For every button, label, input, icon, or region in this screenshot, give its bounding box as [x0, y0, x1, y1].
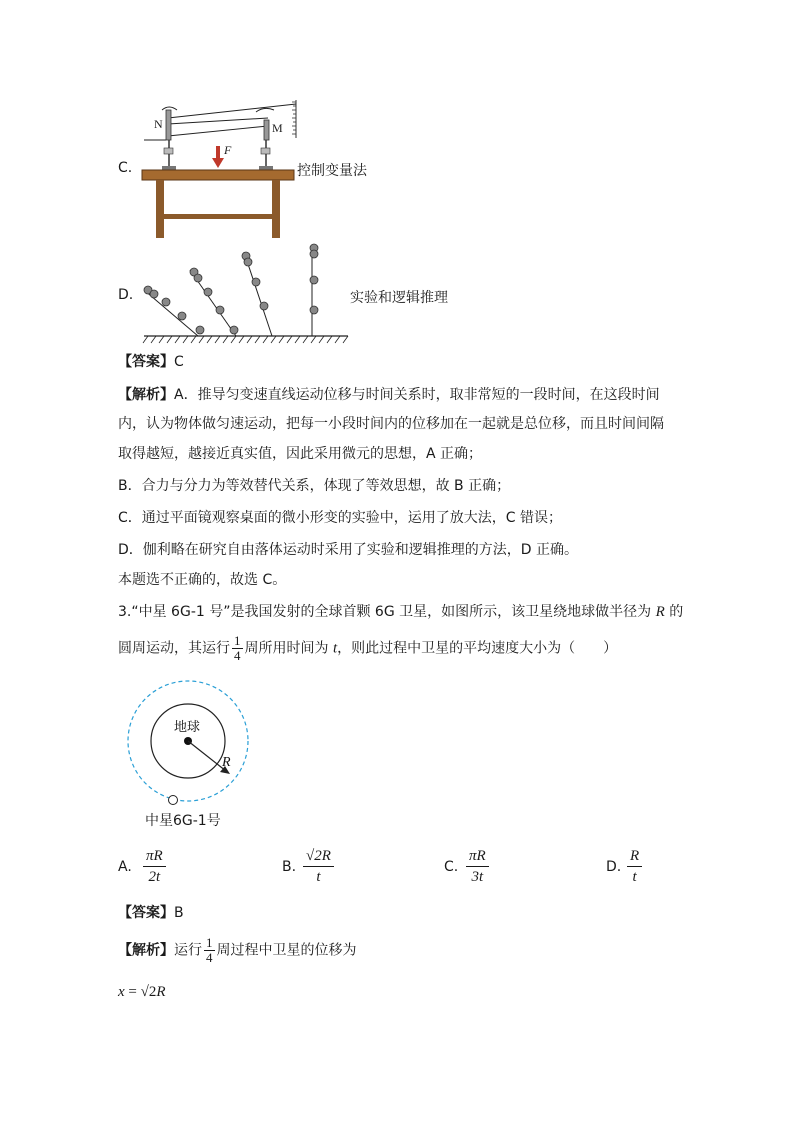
analysis-1-line-3: B．合力与分力为等效替代关系，体现了等效思想，故 B 正确；	[118, 478, 511, 494]
fraction-quarter-2: $\frac{1}{4}$	[206, 935, 213, 965]
analysis-1-line-0: 【解析】A．推导匀变速直线运动位移与时间关系时，取非常短的一段时间，在这段时间	[118, 387, 660, 403]
option-c2-fraction: $\frac{\pi R}{3t}$	[466, 846, 489, 887]
satellite-label: 中星6G-1号	[145, 813, 221, 829]
mirror-table-figure	[140, 96, 305, 241]
answer-tag: 【答案】	[118, 354, 174, 370]
option-a-label: A.	[118, 859, 132, 875]
mirror-n-label: N	[154, 117, 163, 131]
question-3-line-1: 3.“中星 6G-1 号”是我国发射的全球首颗 6G 卫星，如图所示，该卫星绕地球做半径为 R 的	[118, 604, 684, 620]
analysis-1-line-6: 本题选不正确的，故选 C。	[118, 572, 287, 588]
answer-value: C	[174, 354, 184, 370]
analysis-1-line-1: 内，认为物体做匀速运动，把每一小段时间内的位移加在一起就是总位移，而且时间间隔	[118, 416, 664, 432]
option-a-fraction: $\frac{\pi R}{2t}$	[143, 846, 166, 887]
option-c2-label: C.	[444, 859, 459, 875]
analysis-tag: 【解析】	[118, 387, 174, 403]
option-b-fraction: $\frac{√2R}{t}$	[303, 846, 334, 887]
answer-1	[118, 352, 184, 372]
option-d2-label: D.	[606, 859, 622, 875]
option-b-label: B.	[282, 859, 297, 875]
option-d-letter: D.	[118, 287, 134, 303]
option-c-method: 控制变量法	[297, 163, 367, 179]
analysis-1-line-5: D．伽利略在研究自由落体运动时采用了实验和逻辑推理的方法，D 正确。	[118, 542, 579, 558]
displacement-equation: x = √2R	[118, 984, 166, 1000]
analysis-1-line-4: C．通过平面镜观察桌面的微小形变的实验中，运用了放大法，C 错误；	[118, 510, 562, 526]
force-f-label: F	[224, 143, 232, 157]
option-d2-fraction: $\frac{R}{t}$	[627, 846, 642, 887]
analysis-2: 【解析】运行 $\frac{1}{4}$ 周过程中卫星的位移为	[118, 935, 357, 965]
analysis-1-line-2: 取得越短，越接近真实值，因此采用微元的思想，A 正确；	[118, 446, 483, 462]
orbit-figure	[122, 680, 254, 806]
question-3-line-2: 圆周运动，其运行 $\frac{1}{4}$ 周所用时间为 t，则此过程中卫星的平均速度大小为（ ）	[118, 633, 618, 663]
fraction-quarter: $\frac{1}{4}$	[234, 633, 241, 663]
option-d-method: 实验和逻辑推理	[350, 290, 448, 306]
answer-2: 【答案】B	[118, 905, 184, 921]
mirror-m-label: M	[272, 121, 283, 135]
option-c-letter: C.	[118, 160, 133, 176]
earth-label: 地球	[174, 720, 201, 735]
inclined-planes-figure	[140, 240, 355, 346]
radius-label: R	[222, 755, 231, 770]
